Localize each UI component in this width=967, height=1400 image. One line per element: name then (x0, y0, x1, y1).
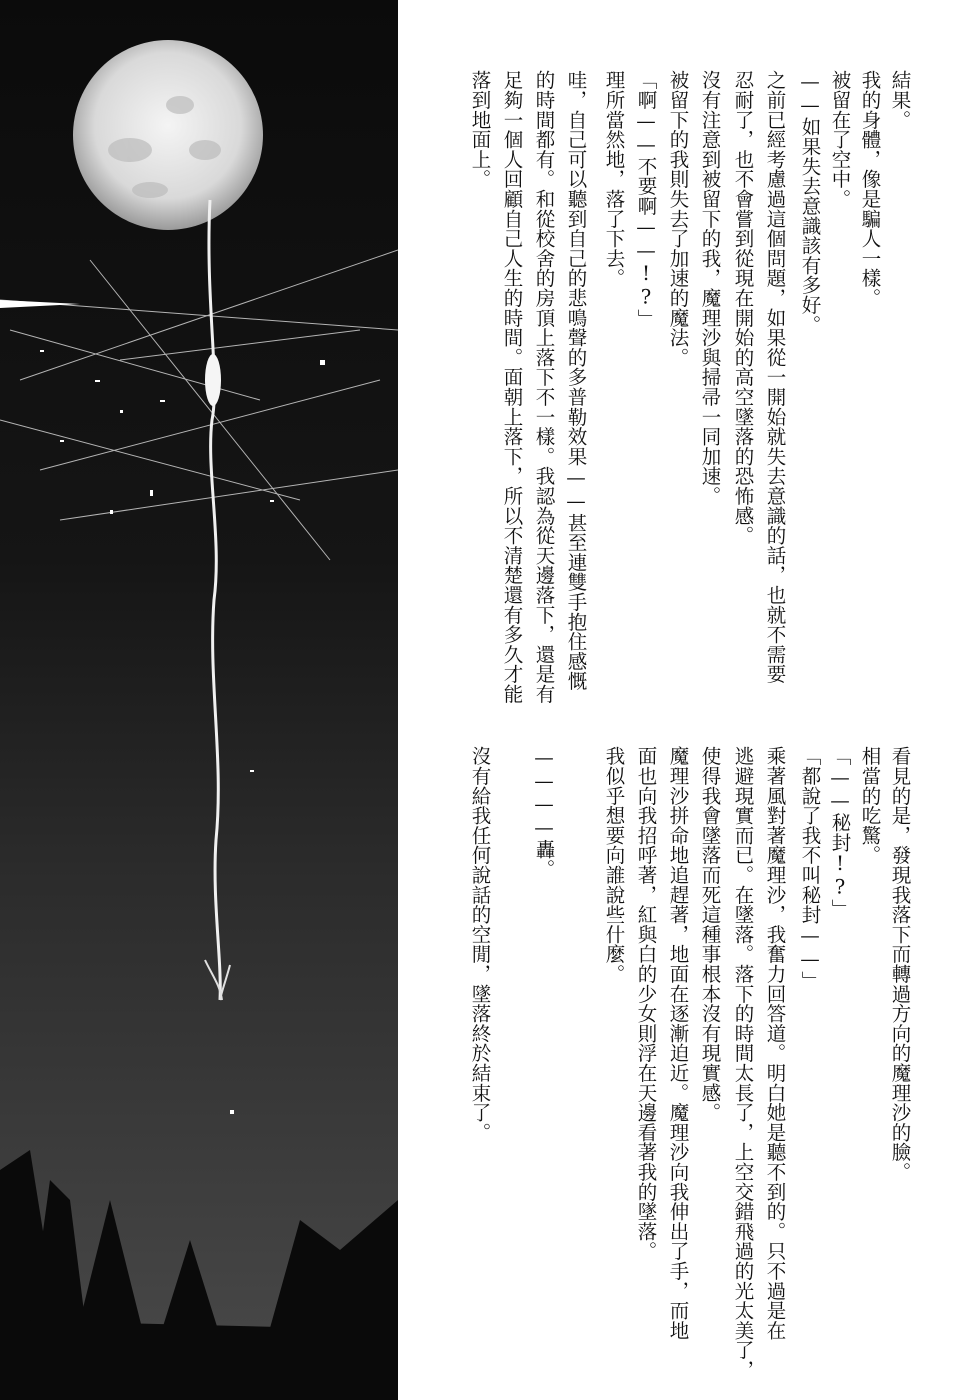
text-column: 相當的吃驚。 (858, 746, 882, 865)
text-column: 沒有給我任何說話的空閒，墜落終於結束了。 (468, 746, 492, 1142)
text-column: ——如果失去意識該有多好。 (798, 70, 822, 335)
falling-trail (209, 200, 220, 1000)
text-column: 逃避現實而已。在墜落。落下的時間太長了，上空交錯飛過的光太美了， (731, 746, 755, 1380)
text-column: 魔理沙拼命地追趕著，地面在逐漸迫近。魔理沙向我伸出了手，而地 (666, 746, 690, 1340)
text-column: 的時間都有。和從校舍的房頂上落下不一樣。我認為從天邊落下，還是有 (532, 70, 556, 704)
falling-figure (205, 354, 221, 406)
text-column: 看見的是，發現我落下而轉過方向的魔理沙的臉。 (888, 746, 912, 1182)
pine-trees (0, 1150, 398, 1400)
trail-splash (205, 960, 230, 1000)
light-streaks (0, 250, 398, 560)
text-column: 我似乎想要向誰說些什麼。 (602, 746, 626, 984)
text-column: 「——秘封!?」 (828, 746, 852, 919)
comet-streak (0, 300, 80, 308)
moon-icon (73, 40, 263, 230)
text-column: 使得我會墜落而死這種事根本沒有現實感。 (698, 746, 722, 1123)
text-column: 哇，自己可以聽到自己的悲鳴聲的多普勒效果——甚至連雙手抱住感慨 (564, 70, 588, 691)
sparkles (40, 350, 325, 1114)
text-column: 之前已經考慮過這個問題，如果從一開始就失去意識的話，也就不需要 (763, 70, 787, 684)
text-column: 結果。 (888, 70, 912, 130)
text-column: 面也向我招呼著，紅與白的少女則浮在天邊看著我的墜落。 (634, 746, 658, 1261)
night-sky-illustration (0, 0, 398, 1400)
text-column: 我的身體，像是騙人一樣。 (858, 70, 882, 308)
text-column: 「啊——不要啊——!?」 (634, 70, 658, 329)
text-column: 「都說了我不叫秘封——」 (798, 746, 822, 991)
text-column: ————轟。 (532, 746, 556, 879)
text-column: 理所當然地，落了下去。 (602, 70, 626, 288)
text-column: 乘著風對著魔理沙，我奮力回答道。明白她是聽不到的。只不過是在 (763, 746, 787, 1340)
text-column: 沒有注意到被留下的我，魔理沙與掃帚一同加速。 (698, 70, 722, 506)
text-column: 落到地面上。 (468, 70, 492, 189)
text-column: 被留在了空中。 (828, 70, 852, 209)
text-column: 足夠一個人回顧自己人生的時間。面朝上落下，所以不清楚還有多久才能 (500, 70, 524, 704)
text-column: 忍耐了，也不會嘗到從現在開始的高空墜落的恐怖感。 (731, 70, 755, 546)
illustration-art (0, 0, 398, 1400)
text-column: 被留下的我則失去了加速的魔法。 (666, 70, 690, 367)
